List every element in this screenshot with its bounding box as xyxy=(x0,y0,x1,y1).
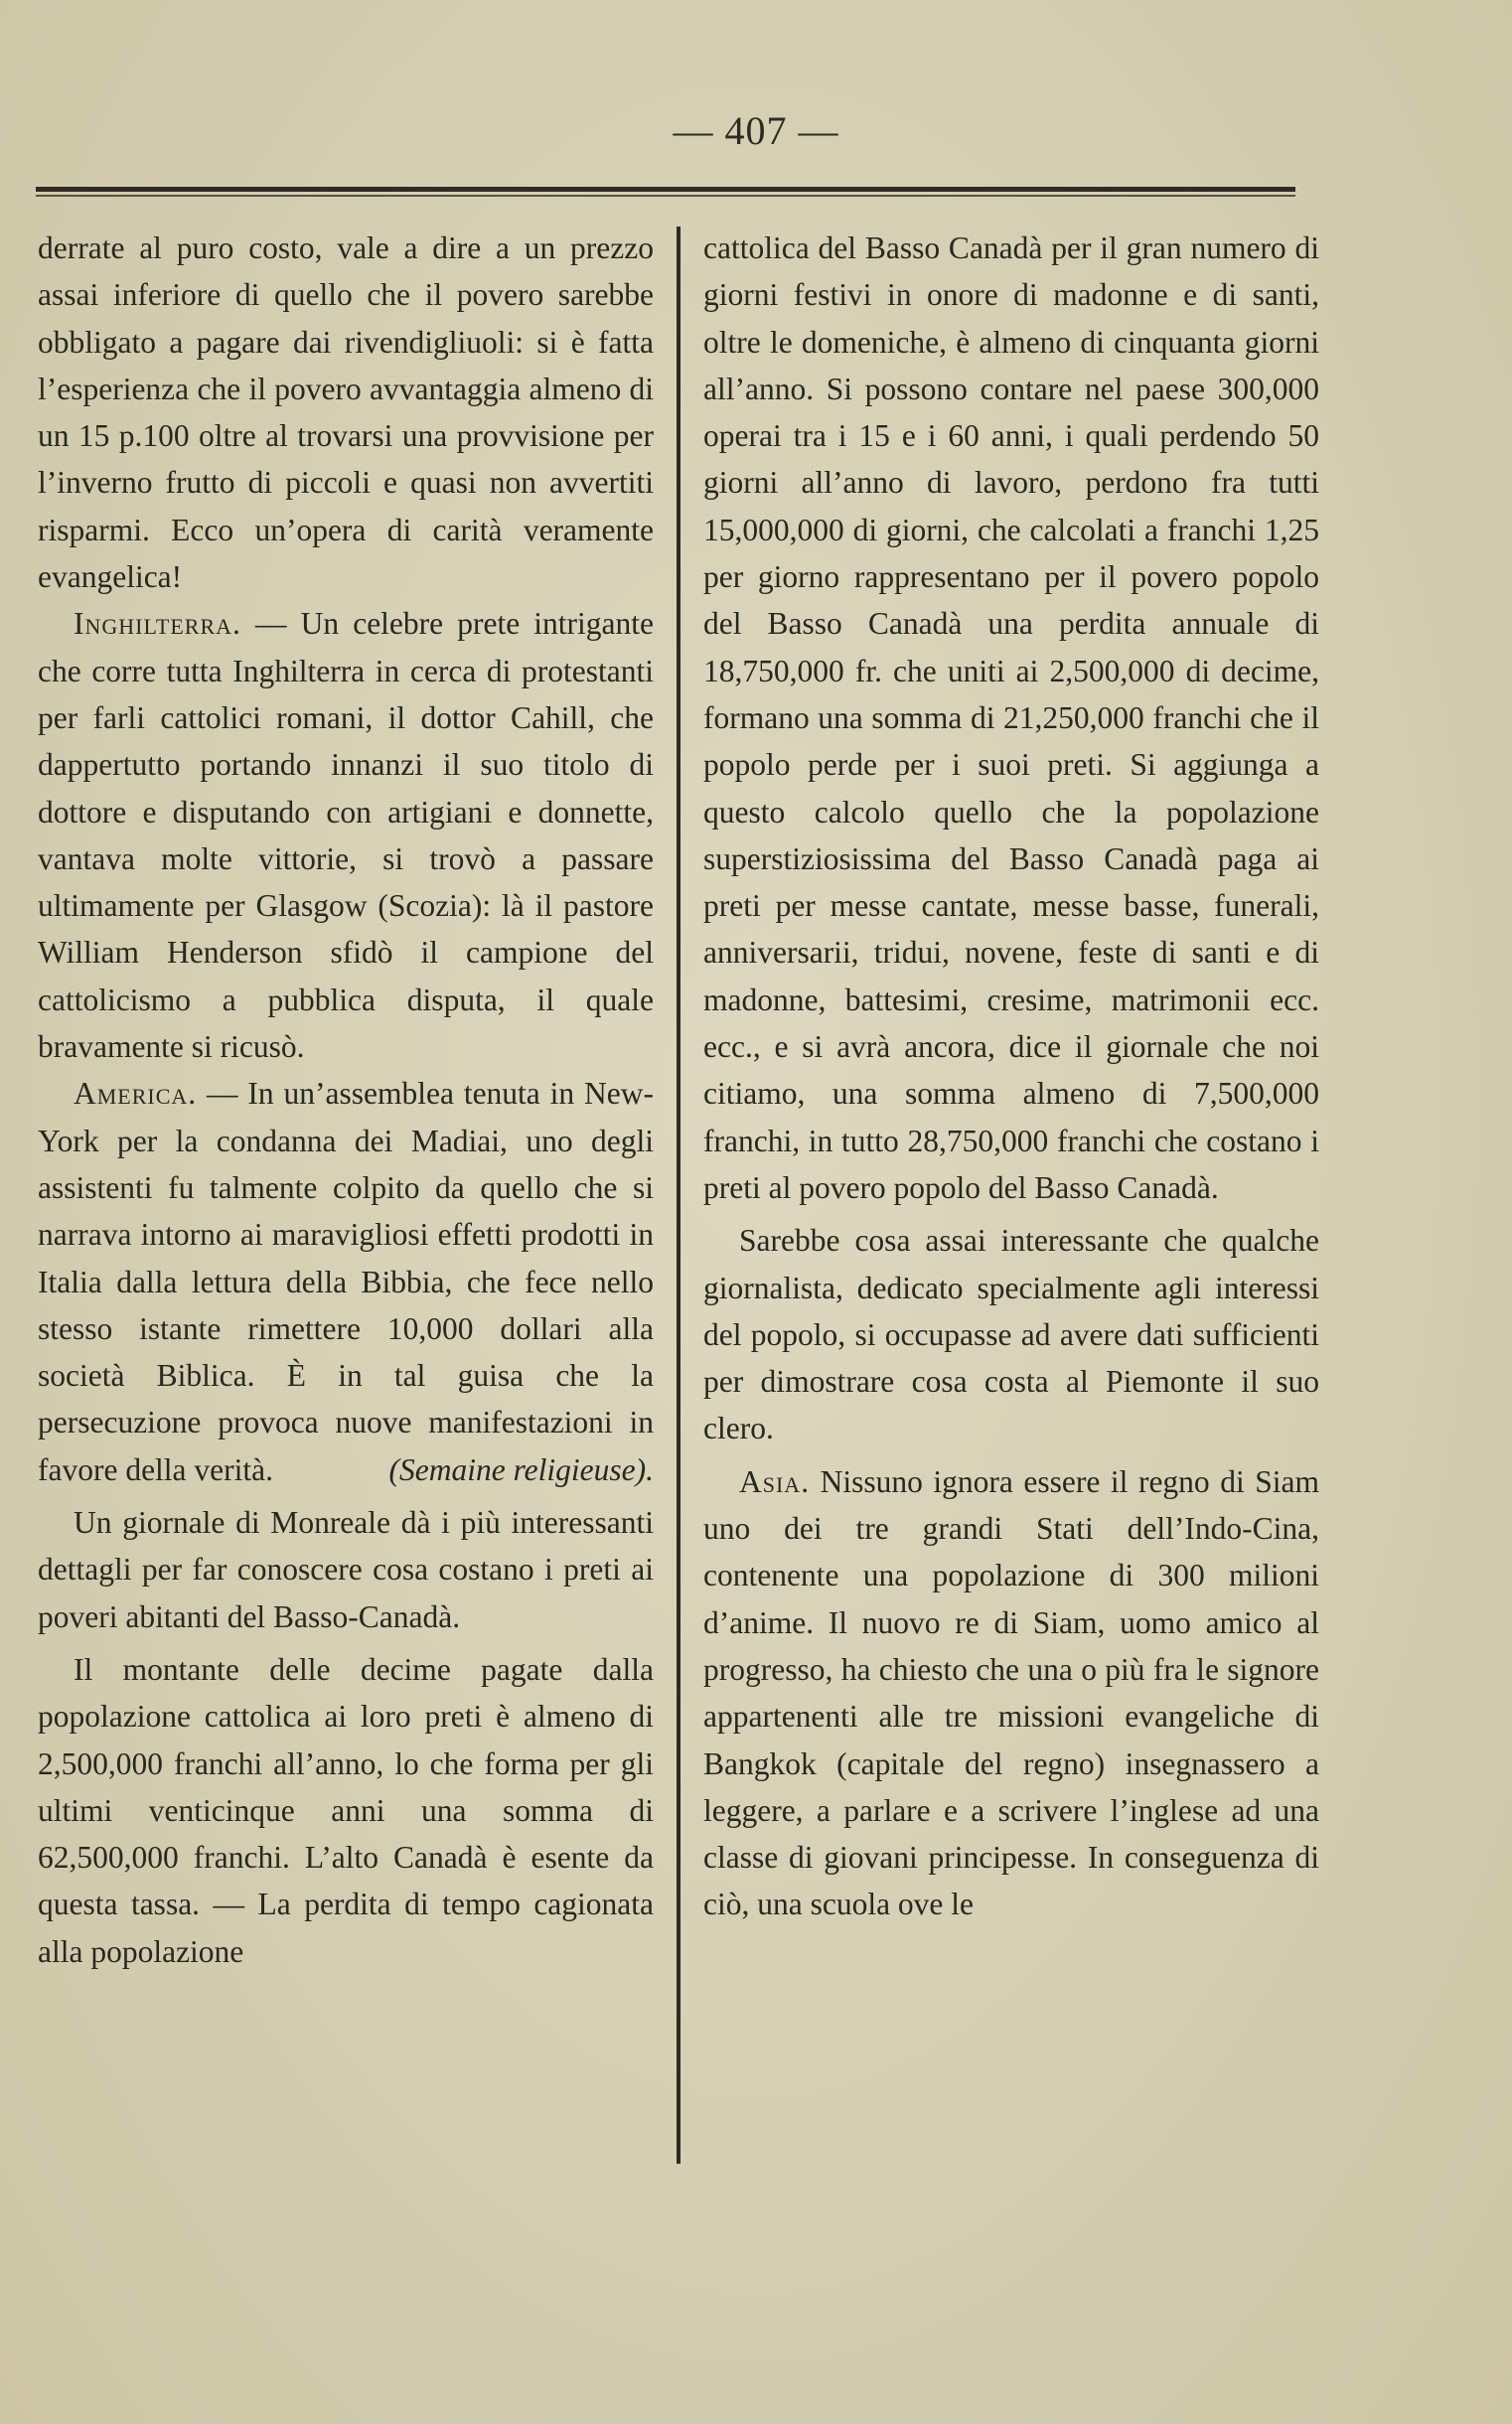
paragraph: cattolica del Basso Canadà per il gran numero di giorni festivi in onore di madonne e di santi, oltre le domeniche, è almeno di cinquanta giorni all’anno. Si possono contare nel paese 300,000 operai tra i 15 e i 60 anni, i quali perdendo 50 giorni all’anno di lavoro, perdono fra tutti 15,000,000 di giorni, che calcolati a franchi 1,25 per giorno rappresentano per il povero popolo del Basso Canadà una perdita annuale di 18,750,000 fr. che uniti ai 2,500,000 di decime, formano una somma di 21,250,000 franchi che il popolo perde per i suoi preti. Si aggiunga a questo calcolo quello che la popolazione superstiziosissima del Basso Canadà paga ai preti per messe cantate, messe basse, funerali, anniversarii, tridui, novene, feste di santi e di madonne, battesimi, cresime, matrimonii ecc. ecc., e si avrà ancora, dice il giornale che noi citiamo, una somma almeno di 7,500,000 franchi, in tutto 28,750,000 franchi che costano i preti al povero popolo del Basso Canadà. xyxy=(703,230,1319,1205)
paragraph-text: — Un celebre prete intrigante che corre tutta Inghilterra in cerca di protestanti per farli cattolici romani, il dottor Cahill, che dappertutto portando innanzi il suo titolo di dottore e disputando con artigiani e donnette, vantava molte vittorie, si trovò a passare ultimamente per Glasgow (Scozia): là il pastore William Henderson sfidò il campione del cattolicismo a pubblica disputa, il quale bravamente si ricusò. xyxy=(38,606,654,1065)
paragraph-asia xyxy=(703,1458,1319,1928)
paragraph-inghilterra xyxy=(38,600,654,1070)
header-rule xyxy=(36,187,1295,192)
paragraph: Sarebbe cosa assai interessante che qualche giornalista, dedicato specialmente agli interessi del popolo, si occupasse ad avere dati sufficienti per dimostrare cosa costa al Piemonte il suo clero. xyxy=(703,1223,1319,1446)
header-rule-thin xyxy=(36,195,1295,197)
left-column xyxy=(38,225,654,1975)
paragraph-text: — In un’assemblea tenuta in New-York per la condanna dei Madiai, uno degli assistenti fu talmente colpito da quello che si narrava intorno ai maravigliosi effetti prodotti in Italia dalla lettura della Bibbia, che fece nello stesso istante rimettere 10,000 dollari alla società Biblica. È in tal guisa che la persecuzione provoca nuove manifestazioni in favore della verità. xyxy=(38,1076,654,1487)
section-heading-asia: Asia. xyxy=(739,1463,811,1499)
paragraph-america xyxy=(38,1070,654,1493)
section-heading-inghilterra: Inghilterra. xyxy=(74,606,241,642)
citation: (Semaine religieuse). xyxy=(388,1451,654,1487)
page-number: — 407 — xyxy=(673,108,839,153)
paragraph: Il montante delle decime pagate dalla popolazione cattolica ai loro preti è almeno di 2,500,000 franchi all’anno, lo che forma per gli ultimi venticinque anni una somma di 62,500,000 franchi. L’alto Canadà è esente da questa tassa. — La perdita di tempo cagionata alla popolazione xyxy=(38,1651,654,1969)
right-column xyxy=(703,225,1319,1928)
paragraph-text: Nissuno ignora essere il regno di Siam uno dei tre grandi Stati dell’Indo-Cina, contenente una popolazione di 300 milioni d’anime. Il nuovo re di Siam, uomo amico al progresso, ha chiesto che una o più fra le signore appartenenti alle tre missioni evangeliche di Bangkok (capitale del regno) insegnassero a leggere, a parlare e a scrivere l’inglese ad una classe di giovani principesse. In conseguenza di ciò, una scuola ove le xyxy=(703,1463,1319,1922)
column-divider xyxy=(677,227,680,2164)
section-heading-america: America. xyxy=(74,1076,198,1112)
paragraph: derrate al puro costo, vale a dire a un prezzo assai inferiore di quello che il povero sarebbe obbligato a pagare dai rivendigliuoli: si è fatta l’esperienza che il povero avvantaggia almeno di un 15 p.100 oltre al trovarsi una provvisione per l’inverno frutto di piccoli e quasi non avvertiti risparmi. Ecco un’opera di carità veramente evangelica! xyxy=(38,230,654,595)
paragraph: Un giornale di Monreale dà i più interessanti dettagli per far conoscere cosa costano i preti ai poveri abitanti del Basso-Canadà. xyxy=(38,1505,654,1634)
